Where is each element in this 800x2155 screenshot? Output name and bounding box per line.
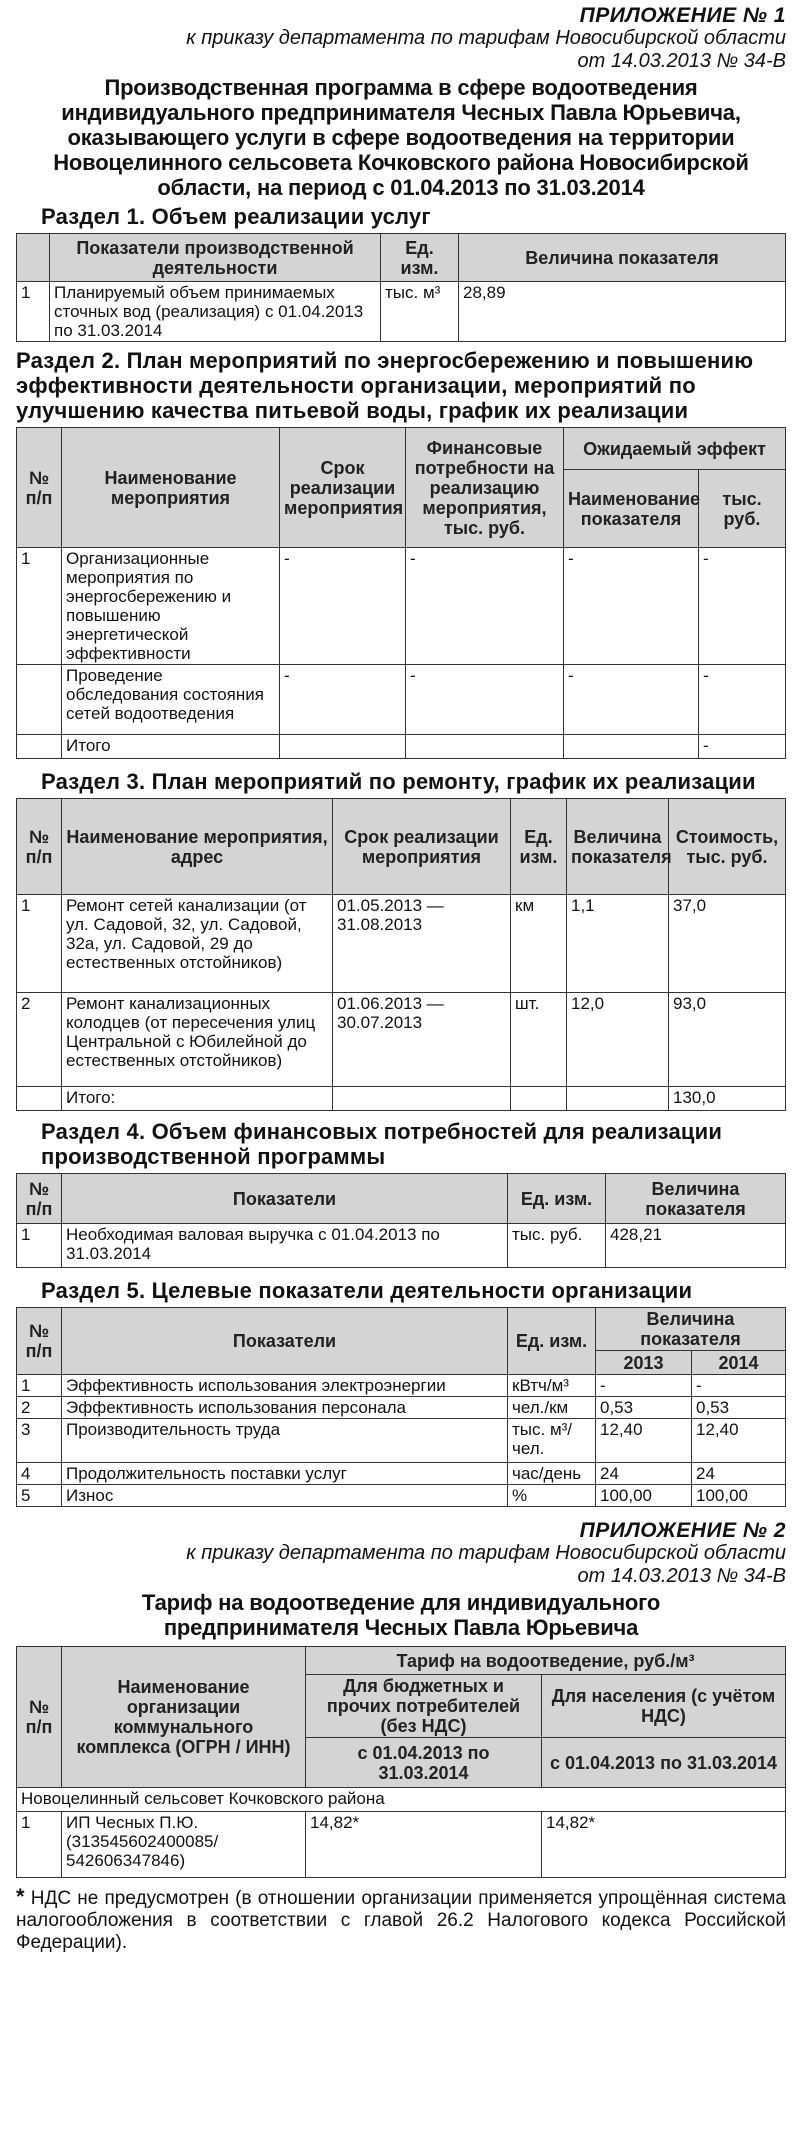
table-cell — [17, 665, 62, 735]
table-header: Величина показателя — [567, 799, 669, 895]
table-header: с 01.04.2013 по 31.03.2014 — [306, 1738, 542, 1788]
section-4-table — [16, 1173, 786, 1268]
table-header: № п/п — [17, 428, 62, 548]
table-cell: - — [406, 548, 564, 665]
appendix-title: ПРИЛОЖЕНИЕ № 1 — [579, 4, 786, 27]
table-header: № п/п — [17, 1647, 62, 1788]
table-cell: 2 — [17, 993, 62, 1087]
table-row — [17, 1419, 786, 1463]
table-cell — [567, 1087, 669, 1111]
table-cell: 1 — [17, 895, 62, 993]
table-cell: 12,0 — [567, 993, 669, 1087]
document-title: Производственная программа в сфере водоотведения индивидуального предпринимателя Чесных Павла Юрьевича, оказывающего услуги в сфере водоотведения на территории Новоцелинного сельсовета Кочковского района Новосибирской области, на период с 01.04.2013 по 31.03.2014 — [53, 75, 749, 200]
table-row — [17, 1224, 786, 1268]
table-cell: 12,40 — [596, 1419, 692, 1463]
table-cell: - — [564, 548, 699, 665]
table-cell: Продолжительность поставки услуг — [62, 1463, 508, 1485]
table-header: Ед. изм. — [381, 234, 459, 282]
appendix-2-header — [16, 1519, 786, 1588]
table-cell: 24 — [692, 1463, 786, 1485]
table-header: Финансовые потребности на реализацию мероприятия, тыс. руб. — [406, 428, 564, 548]
table-row — [17, 1485, 786, 1507]
table-cell: - — [699, 548, 786, 665]
table-cell: Планируемый объем принимаемых сточных вод (реализация) с 01.04.2013 по 31.03.2014 — [50, 282, 381, 342]
table-header: Ожидаемый эффект — [564, 428, 786, 470]
appendix-date: от 14.03.2013 № 34-В — [577, 1565, 786, 1587]
table-cell: 14,82* — [306, 1812, 542, 1878]
table-cell: 1 — [17, 1224, 62, 1268]
table-header: Показатели — [62, 1174, 508, 1224]
table-cell: Износ — [62, 1485, 508, 1507]
table-cell — [17, 735, 62, 759]
table-cell: 4 — [17, 1463, 62, 1485]
section-2-table — [16, 427, 786, 759]
table-header: Ед. изм. — [508, 1174, 606, 1224]
table-row-total — [17, 735, 786, 759]
table-cell: час/день — [508, 1463, 596, 1485]
table-cell: кВтч/м³ — [508, 1375, 596, 1397]
table-row — [17, 1375, 786, 1397]
section-3-table — [16, 798, 786, 1111]
table-cell: Итого: — [62, 1087, 333, 1111]
section-2-title: Раздел 2. План мероприятий по энергосбережению и повышению эффективности деятельности организации, мероприятий по улучшению качества питьевой воды, график их реализации — [16, 348, 754, 423]
table-cell: 14,82* — [542, 1812, 786, 1878]
table-row — [17, 548, 786, 665]
table-cell: - — [699, 735, 786, 759]
table-cell: 93,0 — [669, 993, 786, 1087]
table-cell: Итого — [62, 735, 280, 759]
table-cell — [333, 1087, 511, 1111]
table-header: с 01.04.2013 по 31.03.2014 — [542, 1738, 786, 1788]
table-header: 2014 — [692, 1351, 786, 1375]
table-header: Тариф на водоотведение, руб./м³ — [306, 1647, 786, 1675]
table-cell: Ремонт сетей канализации (от ул. Садовой, 32, ул. Садовой, 32а, ул. Садовой, 29 до естественных отстойников) — [62, 895, 333, 993]
table-row — [17, 282, 786, 342]
table-cell: 1,1 — [567, 895, 669, 993]
table-row — [17, 1463, 786, 1485]
section-5-title: Раздел 5. Целевые показатели деятельности организации — [41, 1278, 693, 1303]
table-header: Величина показателя — [606, 1174, 786, 1224]
table-cell: % — [508, 1485, 596, 1507]
table-cell: 5 — [17, 1485, 62, 1507]
group-cell: Новоцелинный сельсовет Кочковского района — [17, 1788, 786, 1812]
table-header: Ед. изм. — [508, 1308, 596, 1375]
table-cell: км — [511, 895, 567, 993]
table-cell: Эффективность использования электроэнергии — [62, 1375, 508, 1397]
table-row-group — [17, 1788, 786, 1812]
appendix-line: к приказу департамента по тарифам Новосибирской области — [186, 1542, 786, 1564]
table-cell — [17, 1087, 62, 1111]
table-cell: 37,0 — [669, 895, 786, 993]
table-header: тыс. руб. — [699, 470, 786, 548]
table-cell: 01.05.2013 — 31.08.2013 — [333, 895, 511, 993]
tariff-title: Тариф на водоотведение для индивидуального предпринимателя Чесных Павла Юрьевича — [141, 1590, 661, 1640]
table-header: № п/п — [17, 1174, 62, 1224]
table-cell: Производительность труда — [62, 1419, 508, 1463]
appendix-line: к приказу департамента по тарифам Новосибирской области — [186, 27, 786, 49]
table-row — [17, 993, 786, 1087]
table-cell: - — [596, 1375, 692, 1397]
table-header: № п/п — [17, 799, 62, 895]
table-header: Наименование мероприятия — [62, 428, 280, 548]
table-header: Стоимость, тыс. руб. — [669, 799, 786, 895]
table-cell: 100,00 — [596, 1485, 692, 1507]
table-cell: 01.06.2013 — 30.07.2013 — [333, 993, 511, 1087]
table-cell: 24 — [596, 1463, 692, 1485]
appendix-date: от 14.03.2013 № 34-В — [577, 50, 786, 72]
table-row — [17, 665, 786, 735]
table-header: Показатели производственной деятельности — [50, 234, 381, 282]
table-cell: 130,0 — [669, 1087, 786, 1111]
tariff-table — [16, 1646, 786, 1878]
footnote — [16, 1886, 786, 1954]
table-header — [17, 234, 50, 282]
table-cell: - — [406, 665, 564, 735]
table-cell: 12,40 — [692, 1419, 786, 1463]
appendix-1-header — [16, 0, 786, 73]
section-5-table — [16, 1307, 786, 1507]
table-cell: тыс. м³ — [381, 282, 459, 342]
table-cell — [406, 735, 564, 759]
table-cell: - — [564, 665, 699, 735]
table-cell: 100,00 — [692, 1485, 786, 1507]
table-cell: Организационные мероприятия по энергосбережению и повышению энергетической эффективности — [62, 548, 280, 665]
table-row — [17, 1397, 786, 1419]
table-row — [17, 1812, 786, 1878]
table-header: Наименование мероприятия, адрес — [62, 799, 333, 895]
table-cell: 1 — [17, 1375, 62, 1397]
table-cell: - — [280, 665, 406, 735]
table-cell — [511, 1087, 567, 1111]
table-cell: Проведение обследования состояния сетей водоотведения — [62, 665, 280, 735]
table-header: Ед. изм. — [511, 799, 567, 895]
table-cell: - — [699, 665, 786, 735]
table-cell: 428,21 — [606, 1224, 786, 1268]
table-header: Наименование организации коммунального комплекса (ОГРН / ИНН) — [62, 1647, 306, 1788]
table-cell: тыс. руб. — [508, 1224, 606, 1268]
table-cell: 2 — [17, 1397, 62, 1419]
table-row — [17, 895, 786, 993]
table-cell: Эффективность использования персонала — [62, 1397, 508, 1419]
table-cell: 1 — [17, 1812, 62, 1878]
table-header: 2013 — [596, 1351, 692, 1375]
table-header: Для бюджетных и прочих потребителей (без НДС) — [306, 1675, 542, 1738]
table-header: Величина показателя — [459, 234, 786, 282]
section-4-title: Раздел 4. Объем финансовых потребностей для реализации производственной программы — [41, 1119, 723, 1169]
table-header: Срок реализации мероприятия — [333, 799, 511, 895]
table-header: Показатели — [62, 1308, 508, 1375]
table-row-total — [17, 1087, 786, 1111]
section-1-title: Раздел 1. Объем реализации услуг — [41, 204, 431, 229]
table-cell: тыс. м³/чел. — [508, 1419, 596, 1463]
table-cell: 1 — [17, 282, 50, 342]
table-cell: - — [280, 548, 406, 665]
table-cell — [564, 735, 699, 759]
table-header: Срок реализации мероприятия — [280, 428, 406, 548]
table-header: Для населения (с учётом НДС) — [542, 1675, 786, 1738]
table-cell: чел./км — [508, 1397, 596, 1419]
footnote-text: НДС не предусмотрен (в отношении организации применяется упрощённая система налогообложения в соответствии с главой 26.2 Налогового кодекса Российской Федерации). — [16, 1888, 786, 1953]
table-header: № п/п — [17, 1308, 62, 1375]
section-3-title: Раздел 3. План мероприятий по ремонту, график их реализации — [41, 769, 756, 794]
table-cell: - — [692, 1375, 786, 1397]
footnote-star: * — [16, 1884, 25, 1909]
table-cell: 3 — [17, 1419, 62, 1463]
appendix-title: ПРИЛОЖЕНИЕ № 2 — [579, 1519, 786, 1542]
table-cell: шт. — [511, 993, 567, 1087]
table-cell: 1 — [17, 548, 62, 665]
section-1-table — [16, 233, 786, 342]
table-cell: Ремонт канализационных колодцев (от пересечения улиц Центральной с Юбилейной до естественных отстойников) — [62, 993, 333, 1087]
table-cell: 0,53 — [596, 1397, 692, 1419]
table-header: Наименование показателя — [564, 470, 699, 548]
table-cell: 28,89 — [459, 282, 786, 342]
table-cell: 0,53 — [692, 1397, 786, 1419]
table-cell: Необходимая валовая выручка с 01.04.2013 по 31.03.2014 — [62, 1224, 508, 1268]
table-header: Величина показателя — [596, 1308, 786, 1351]
table-cell: ИП Чесных П.Ю. (313545602400085/ 542606347846) — [62, 1812, 306, 1878]
table-cell — [280, 735, 406, 759]
